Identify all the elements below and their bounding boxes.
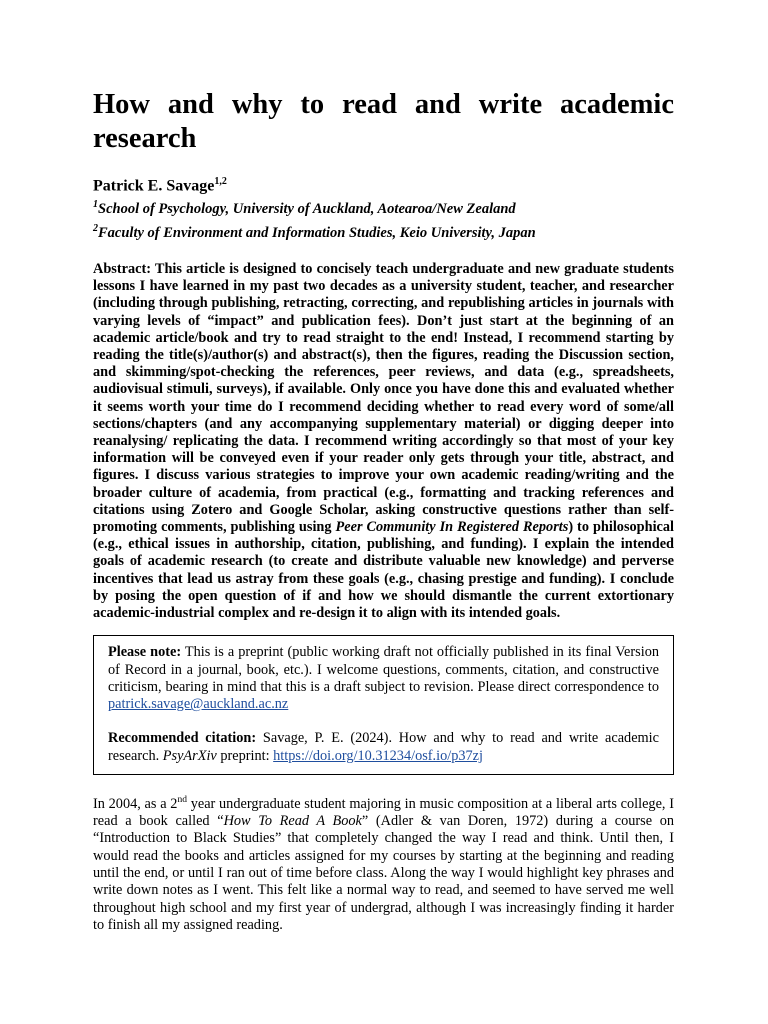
please-note-label: Please note:	[108, 644, 182, 661]
abstract-italic-phrase: Peer Community In Registered Reports	[335, 519, 569, 536]
preprint-note-box	[93, 635, 674, 775]
paper-title: How and why to read and write academic research	[93, 89, 674, 154]
correspondence-email-link[interactable]: patrick.savage@auckland.ac.nz	[108, 696, 289, 713]
body-text-3: ” (Adler & van Doren, 1972) during a course on “Introduction to Black Studies” that completely changed the way I read and think. Until then, I would read the books and articles assigned for my courses by starting at the beginning and reading until the end, or until I ran out of time before class. Along the way I would highlight key phrases and write down notes as I went. This felt like a normal way to read, and seemed to have served me well throughout high school and my first year of undergrad, although I was increasingly finding it harder to finish all my assigned reading.	[93, 813, 675, 933]
body-text-1: In 2004, as a 2	[93, 795, 178, 812]
author-name: Patrick E. Savage	[93, 177, 215, 195]
body-paragraph-1	[93, 792, 674, 934]
citation-text-2: preprint:	[216, 747, 274, 764]
author-line	[93, 172, 674, 195]
page	[93, 88, 674, 934]
abstract-text-1: Abstract: This article is designed to concisely teach undergraduate and new graduate students lessons I have learned in my past two decades as a university student, teacher, and researcher (including through publishing, retracting, correcting, and republishing articles in journals with varying levels of “impact” and publication fees). Don’t just start at the beginning of an academic article/book and try to read straight to the end! Instead, I recommend starting by reading the title(s)/author(s) and abstract(s), then the figures, reading the Discussion section, and skimming/spot-checking the references, peer reviews, and data (e.g., spreadsheets, audiovisual stimuli, surveys), if available. Only once you have done this and evaluated whether it seems worth your time do I recommend deciding whether to read every word of some/all sections/chapters (and any accompanying supplementary material) or digging deeper into reanalysing/ replicating the data. I recommend writing accordingly so that most of your key information will be conveyed even if your reader only gets through your title, abstract, and figures. I discuss various strategies to improve your own academic reading/writing and the broader culture of academia, from practical (e.g., formatting and tracking references and citations using Zotero and Google Scholar, asking constructive questions rather than self-promoting comments, publishing using	[93, 260, 674, 536]
affiliation-2-number: 2	[93, 223, 98, 235]
affiliation-1-number: 1	[93, 199, 98, 211]
abstract-text-2: ) to philosophical (e.g., ethical issues in authorship, citation, publishing, and funding). I explain the intended goals of academic research (to create and distribute valuable new knowledge) and perverse incentives that lead us astray from these goals (e.g., chasing prestige and funding). I conclude by posing the open question of if and how we should dismantle the current extortionary academic-industrial complex and re-design it to align with its intended goals.	[93, 519, 675, 622]
author-affiliation-marks: 1,2	[214, 176, 227, 187]
book-title: How To Read A Book	[223, 813, 362, 830]
citation-label: Recommended citation:	[108, 730, 257, 747]
doi-link[interactable]: https://doi.org/10.31234/osf.io/p37zj	[273, 747, 483, 764]
affiliation-2-text: Faculty of Environment and Information Studies, Keio University, Japan	[98, 224, 536, 241]
abstract	[93, 261, 674, 622]
please-note-paragraph	[108, 644, 659, 713]
affiliation-2	[93, 219, 674, 243]
citation-text: Savage, P. E. (2024). How and why to read and write academic research.	[108, 730, 659, 764]
body-text-2: year undergraduate student majoring in music composition at a liberal arts college, I read a book called “	[93, 795, 675, 830]
citation-journal: PsyArXiv	[162, 747, 217, 764]
affiliation-1	[93, 195, 674, 219]
affiliation-1-text: School of Psychology, University of Auckland, Aotearoa/New Zealand	[98, 201, 516, 218]
citation-paragraph	[108, 730, 659, 765]
ordinal-superscript: nd	[177, 795, 187, 806]
please-note-text: This is a preprint (public working draft not officially published in its final Version of Record in a journal, book, etc.). I welcome questions, comments, citation, and constructive criticism, bearing in mind that this is a draft subject to revision. Please direct correspondence to	[108, 644, 659, 695]
